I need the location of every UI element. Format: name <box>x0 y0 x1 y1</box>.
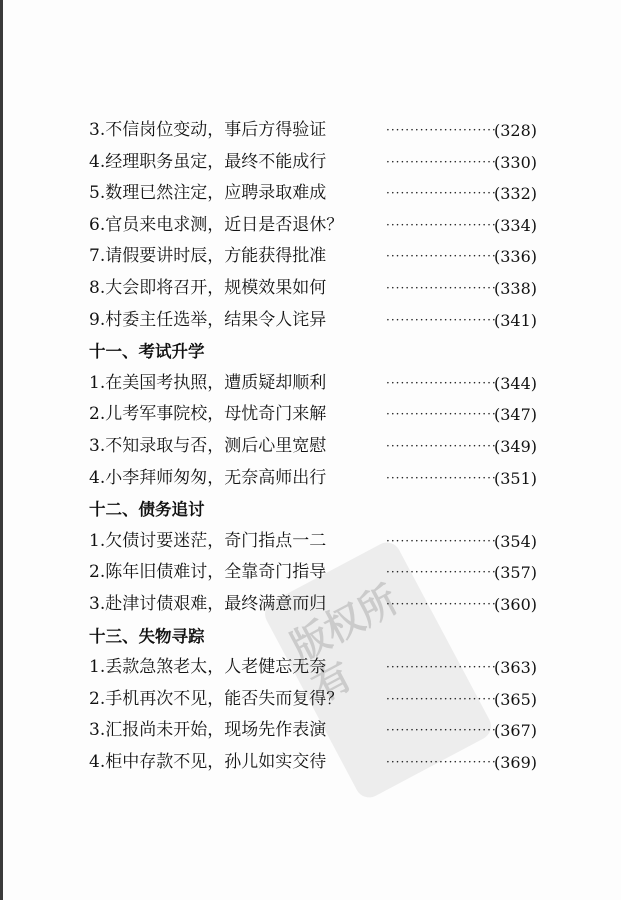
dot-leader: ······················· <box>386 565 497 580</box>
toc-entry <box>89 589 537 621</box>
page-number: (344) <box>493 373 537 393</box>
toc-entry <box>89 178 537 210</box>
dot-leader: ······················· <box>386 407 497 422</box>
page-number: (338) <box>493 278 537 298</box>
entry-title: 9.村委主任选举，结果令人诧异 <box>89 309 327 330</box>
page-number: (330) <box>493 152 537 172</box>
page-number: (369) <box>493 752 537 772</box>
entry-title: 4.小李拜师匆匆，无奈高师出行 <box>89 467 327 488</box>
toc-entry <box>89 241 537 273</box>
toc-entry <box>89 147 537 179</box>
dot-leader: ······················· <box>386 186 497 201</box>
entry-title: 4.柜中存款不见，孙儿如实交待 <box>89 751 327 772</box>
entry-title: 3.不知录取与否，测后心里宽慰 <box>89 435 327 456</box>
entry-title: 2.儿考军事院校，母忧奇门来解 <box>89 404 327 425</box>
dot-leader: ······················· <box>386 660 497 675</box>
toc-entry <box>89 399 537 431</box>
section-title: 十二、债务追讨 <box>89 500 205 520</box>
section-title: 十三、失物寻踪 <box>89 626 205 646</box>
dot-leader: ······················· <box>386 249 497 264</box>
entry-title: 2.手机再次不见，能否失而复得？ <box>89 688 344 709</box>
page-number: (363) <box>493 658 537 678</box>
toc-section-heading <box>89 336 537 368</box>
entry-title: 1.在美国考执照，遭质疑却顺利 <box>89 372 327 393</box>
toc-entry <box>89 526 537 558</box>
page-number: (354) <box>493 531 537 551</box>
page-number: (332) <box>493 184 537 204</box>
entry-title: 3.赴津讨债艰难，最终满意而归 <box>89 593 327 614</box>
toc-entry <box>89 747 537 779</box>
dot-leader: ······················· <box>386 596 497 611</box>
entry-title: 2.陈年旧债难讨，全靠奇门指导 <box>89 562 327 583</box>
dot-leader: ······················· <box>386 723 497 738</box>
entry-title: 5.数理已然注定，应聘录取难成 <box>89 183 327 204</box>
entry-title: 4.经理职务虽定，最终不能成行 <box>89 151 327 172</box>
toc-entry <box>89 368 537 400</box>
watermark-text: 版权所有 <box>283 577 405 711</box>
toc-entry <box>89 305 537 337</box>
dot-leader: ······················· <box>386 154 497 169</box>
dot-leader: ······················· <box>386 438 497 453</box>
dot-leader: ······················· <box>386 217 497 232</box>
page-number: (336) <box>493 247 537 267</box>
page-number: (349) <box>493 436 537 456</box>
toc-section-heading <box>89 494 537 526</box>
page-number: (347) <box>493 405 537 425</box>
dot-leader: ······················· <box>386 533 497 548</box>
dot-leader: ······················· <box>386 280 497 295</box>
entry-title: 8.大会即将召开，规模效果如何 <box>89 277 327 298</box>
toc-entry <box>89 557 537 589</box>
page-number: (365) <box>493 689 537 709</box>
dot-leader: ······················· <box>386 312 497 327</box>
toc-section-heading <box>89 621 537 653</box>
toc-entry <box>89 431 537 463</box>
dot-leader: ······················· <box>386 470 497 485</box>
page-number: (328) <box>493 121 537 140</box>
toc-entry <box>89 652 537 684</box>
page-number: (334) <box>493 215 537 235</box>
page-number: (360) <box>493 594 537 614</box>
entry-title: 7.请假要讲时辰，方能获得批准 <box>89 246 327 267</box>
table-of-contents <box>89 115 537 778</box>
entry-title: 1.丢款急煞老太，人老健忘无奈 <box>89 657 327 678</box>
toc-entry <box>89 715 537 747</box>
dot-leader: ······················· <box>386 691 497 706</box>
toc-entry <box>89 210 537 242</box>
section-title: 十一、考试升学 <box>89 342 205 362</box>
entry-title: 3.汇报尚未开始，现场先作表演 <box>89 720 327 741</box>
page-number: (351) <box>493 468 537 488</box>
page-number: (341) <box>493 310 537 330</box>
toc-entry <box>89 463 537 495</box>
toc-entry <box>89 684 537 716</box>
dot-leader: ······················· <box>386 123 497 137</box>
entry-title: 1.欠债讨要迷茫，奇门指点一二 <box>89 530 327 551</box>
page-number: (357) <box>493 563 537 583</box>
toc-entry <box>89 115 537 147</box>
dot-leader: ······················· <box>386 754 497 769</box>
dot-leader: ······················· <box>386 375 497 390</box>
page-number: (367) <box>493 721 537 741</box>
toc-entry <box>89 273 537 305</box>
entry-title: 3.不信岗位变动，事后方得验证 <box>89 120 327 140</box>
entry-title: 6.官员来电求测，近日是否退休？ <box>89 214 344 235</box>
